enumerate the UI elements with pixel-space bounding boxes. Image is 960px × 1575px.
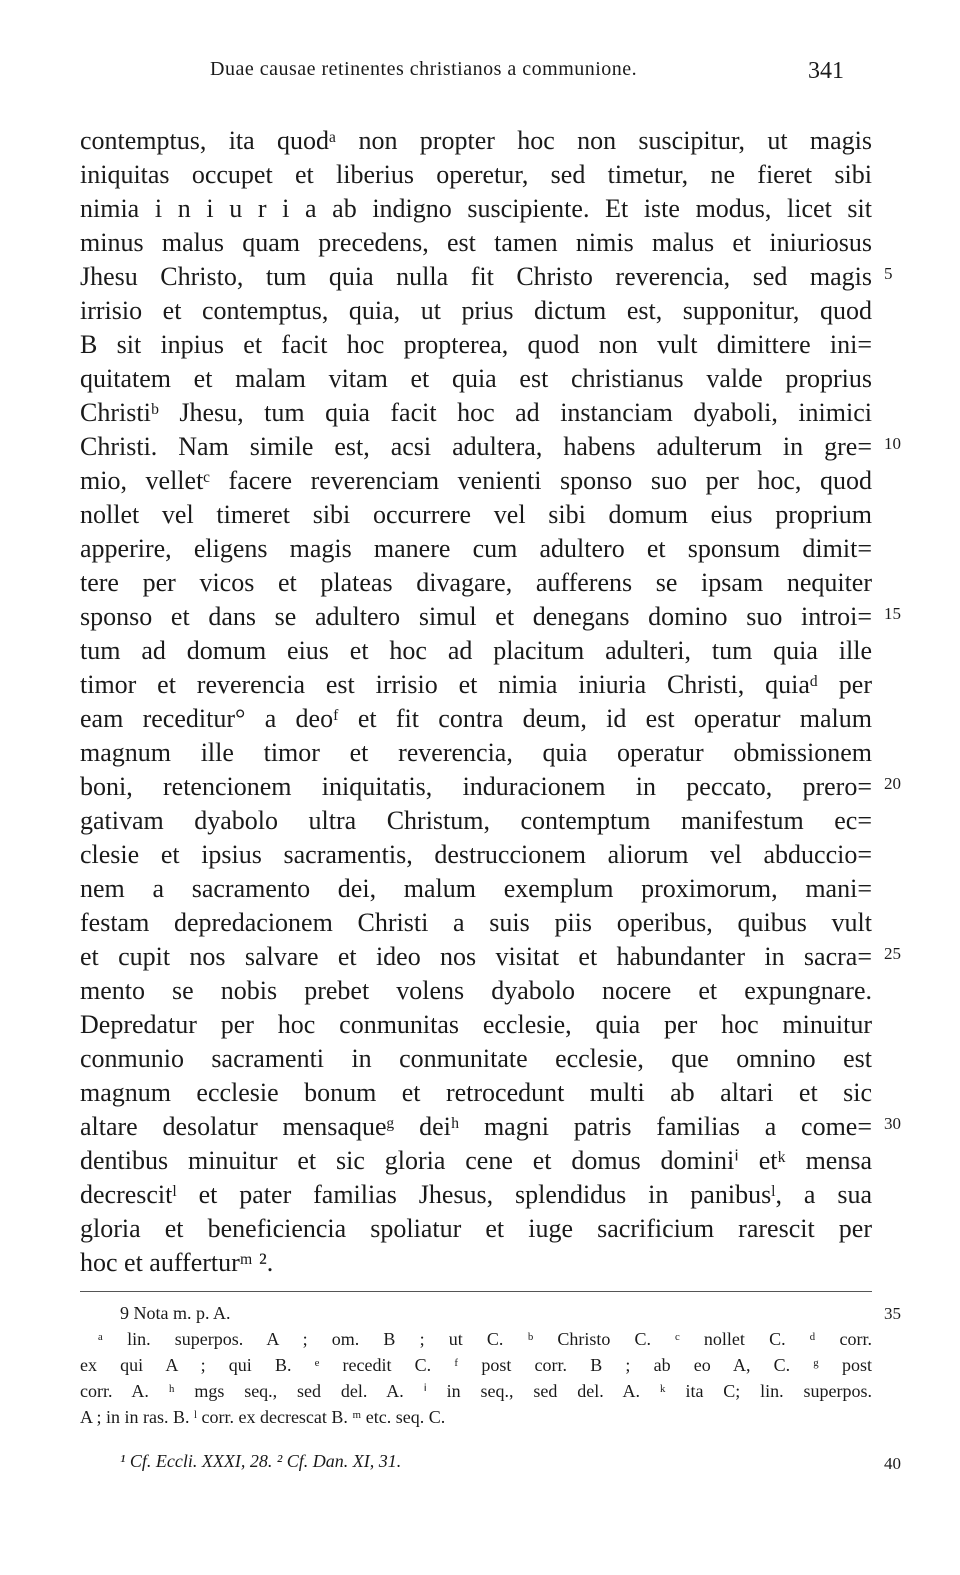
text-line: mento se nobis prebet volens dyabolo nocere et expungnare. xyxy=(80,976,872,1005)
text-line: conmunio sacramenti in conmunitate ecclesie, que omnino est xyxy=(80,1044,872,1073)
text-line: tere per vicos et plateas divagare, aufferens se ipsam nequiter xyxy=(80,568,872,597)
text-line: sponso et dans se adultero simul et denegans domino suo introi= xyxy=(80,602,872,631)
text-line: minus malus quam precedens, est tamen nimis malus et iniuriosus xyxy=(80,228,872,257)
apparatus-line: A ; in in ras. B. ˡ corr. ex decrescat B. ᵐ etc. seq. C. xyxy=(80,1407,446,1427)
apparatus-line: corr. A. ʰ mgs seq., sed del. A. ⁱ in seq., sed del. A. ᵏ ita C; lin. superpos. xyxy=(80,1381,872,1401)
apparatus-line: ex qui A ; qui B. ᵉ recedit C. ᶠ post corr. B ; ab eo A, C. ᵍ post xyxy=(80,1355,872,1375)
text-line: nollet vel timeret sibi occurrere vel sibi domum eius proprium xyxy=(80,500,872,529)
line-number: 20 xyxy=(884,774,901,793)
text-line: gloria et beneficiencia spoliatur et iuge sacrificium rarescit per xyxy=(80,1214,872,1243)
page-number: 341 xyxy=(808,58,844,84)
text-line: nimia i n i u r i a ab indigno suscipiente. Et iste modus, licet sit xyxy=(80,194,872,223)
text-line: et cupit nos salvare et ideo nos visitat et habundanter in sacra= xyxy=(80,942,872,971)
line-number: 15 xyxy=(884,604,901,623)
text-line: Depredatur per hoc conmunitas ecclesie, quia per hoc minuitur xyxy=(80,1010,872,1039)
text-line: Christi. Nam simile est, acsi adultera, habens adulterum in gre= xyxy=(80,432,872,461)
footnote-divider xyxy=(80,1291,872,1292)
text-line: apperire, eligens magis manere cum adultero et sponsum dimit= xyxy=(80,534,872,563)
running-title: Duae causae retinentes christianos a communione. xyxy=(210,58,638,80)
text-line: contemptus, ita quodᵃ non propter hoc non suscipitur, ut magis xyxy=(80,126,872,155)
text-line: hoc et aufferturᵐ ². xyxy=(80,1248,274,1277)
source-references: ¹ Cf. Eccli. XXXI, 28. ² Cf. Dan. XI, 31. xyxy=(120,1451,402,1471)
text-line: quitatem et malam vitam et quia est christianus valde proprius xyxy=(80,364,872,393)
text-line: timor et reverencia est irrisio et nimia iniuria Christi, quiaᵈ per xyxy=(80,670,872,699)
text-line: eam receditur° a deoᶠ et fit contra deum, id est operatur malum xyxy=(80,704,872,733)
critical-apparatus xyxy=(80,1300,872,1474)
text-line: nem a sacramento dei, malum exemplum proximorum, mani= xyxy=(80,874,872,903)
text-line: decrescitˡ et pater familias Jhesus, splendidus in panibusˡ, a sua xyxy=(80,1180,872,1209)
text-line: Christiᵇ Jhesu, tum quia facit hoc ad instanciam dyaboli, inimici xyxy=(80,398,872,427)
main-text xyxy=(80,124,872,1280)
line-number: 25 xyxy=(884,944,901,963)
text-line: clesie et ipsius sacramentis, destruccionem aliorum vel abduccio= xyxy=(80,840,872,869)
text-line: magnum ille timor et reverencia, quia operatur obmissionem xyxy=(80,738,872,767)
line-number: 35 xyxy=(884,1304,901,1323)
text-line: dentibus minuitur et sic gloria cene et domus dominiⁱ etᵏ mensa xyxy=(80,1146,872,1175)
text-line: festam depredacionem Christi a suis piis operibus, quibus vult xyxy=(80,908,872,937)
line-number: 40 xyxy=(884,1454,901,1473)
text-line: B sit inpius et facit hoc propterea, quod non vult dimittere ini= xyxy=(80,330,872,359)
line-number: 5 xyxy=(884,264,893,283)
apparatus-line: ᵃ lin. superpos. A ; om. B ; ut C. ᵇ Christo C. ᶜ nollet C. ᵈ corr. xyxy=(98,1329,872,1349)
line-number: 30 xyxy=(884,1114,901,1133)
text-line: boni, retencionem iniquitatis, induracionem in peccato, prero= xyxy=(80,772,872,801)
text-line: mio, velletᶜ facere reverenciam venienti sponso suo per hoc, quod xyxy=(80,466,872,495)
text-line: iniquitas occupet et liberius operetur, sed timetur, ne fieret sibi xyxy=(80,160,872,189)
apparatus-line: 9 Nota m. p. A. xyxy=(120,1303,231,1323)
text-line: tum ad domum eius et hoc ad placitum adulteri, tum quia ille xyxy=(80,636,872,665)
line-number: 10 xyxy=(884,434,901,453)
text-line: Jhesu Christo, tum quia nulla fit Christo reverencia, sed magis xyxy=(80,262,872,291)
text-line: altare desolatur mensaqueᵍ deiʰ magni patris familias a come= xyxy=(80,1112,872,1141)
text-line: irrisio et contemptus, quia, ut prius dictum est, supponitur, quod xyxy=(80,296,872,325)
text-line: gativam dyabolo ultra Christum, contemptum manifestum ec= xyxy=(80,806,872,835)
text-line: magnum ecclesie bonum et retrocedunt multi ab altari et sic xyxy=(80,1078,872,1107)
